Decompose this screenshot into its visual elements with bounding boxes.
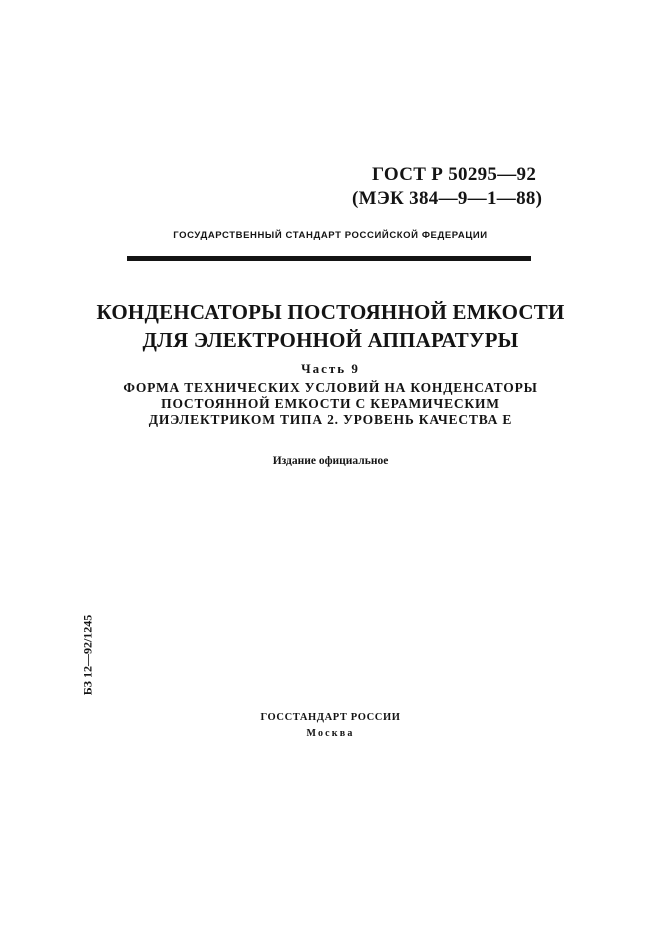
subtitle-line-3: ДИЭЛЕКТРИКОМ ТИПА 2. УРОВЕНЬ КАЧЕСТВА Е <box>148 412 513 427</box>
edition-label: Издание официальное <box>272 455 389 467</box>
side-code <box>79 610 97 700</box>
document-title-line-2: ДЛЯ ЭЛЕКТРОННОЙ АППАРАТУРЫ <box>142 328 519 352</box>
gost-number: ГОСТ Р 50295—92 <box>372 164 537 185</box>
publisher: ГОССТАНДАРТ РОССИИ <box>260 712 401 723</box>
header-divider <box>127 256 531 261</box>
subtitle-line-1: ФОРМА ТЕХНИЧЕСКИХ УСЛОВИЙ НА КОНДЕНСАТОРЫ <box>123 380 538 395</box>
publisher-city: Москва <box>306 728 355 739</box>
state-standard-heading: ГОСУДАРСТВЕННЫЙ СТАНДАРТ РОССИЙСКОЙ ФЕДЕРАЦИИ <box>173 230 488 241</box>
subtitle-line-2: ПОСТОЯННОЙ ЕМКОСТИ С КЕРАМИЧЕСКИМ <box>161 396 500 411</box>
iec-number: (МЭК 384—9—1—88) <box>352 188 543 209</box>
document-title-line-1: КОНДЕНСАТОРЫ ПОСТОЯННОЙ ЕМКОСТИ <box>96 300 565 324</box>
part-label: Часть 9 <box>301 361 360 376</box>
side-code-text: БЗ 12—92/1245 <box>80 614 95 696</box>
